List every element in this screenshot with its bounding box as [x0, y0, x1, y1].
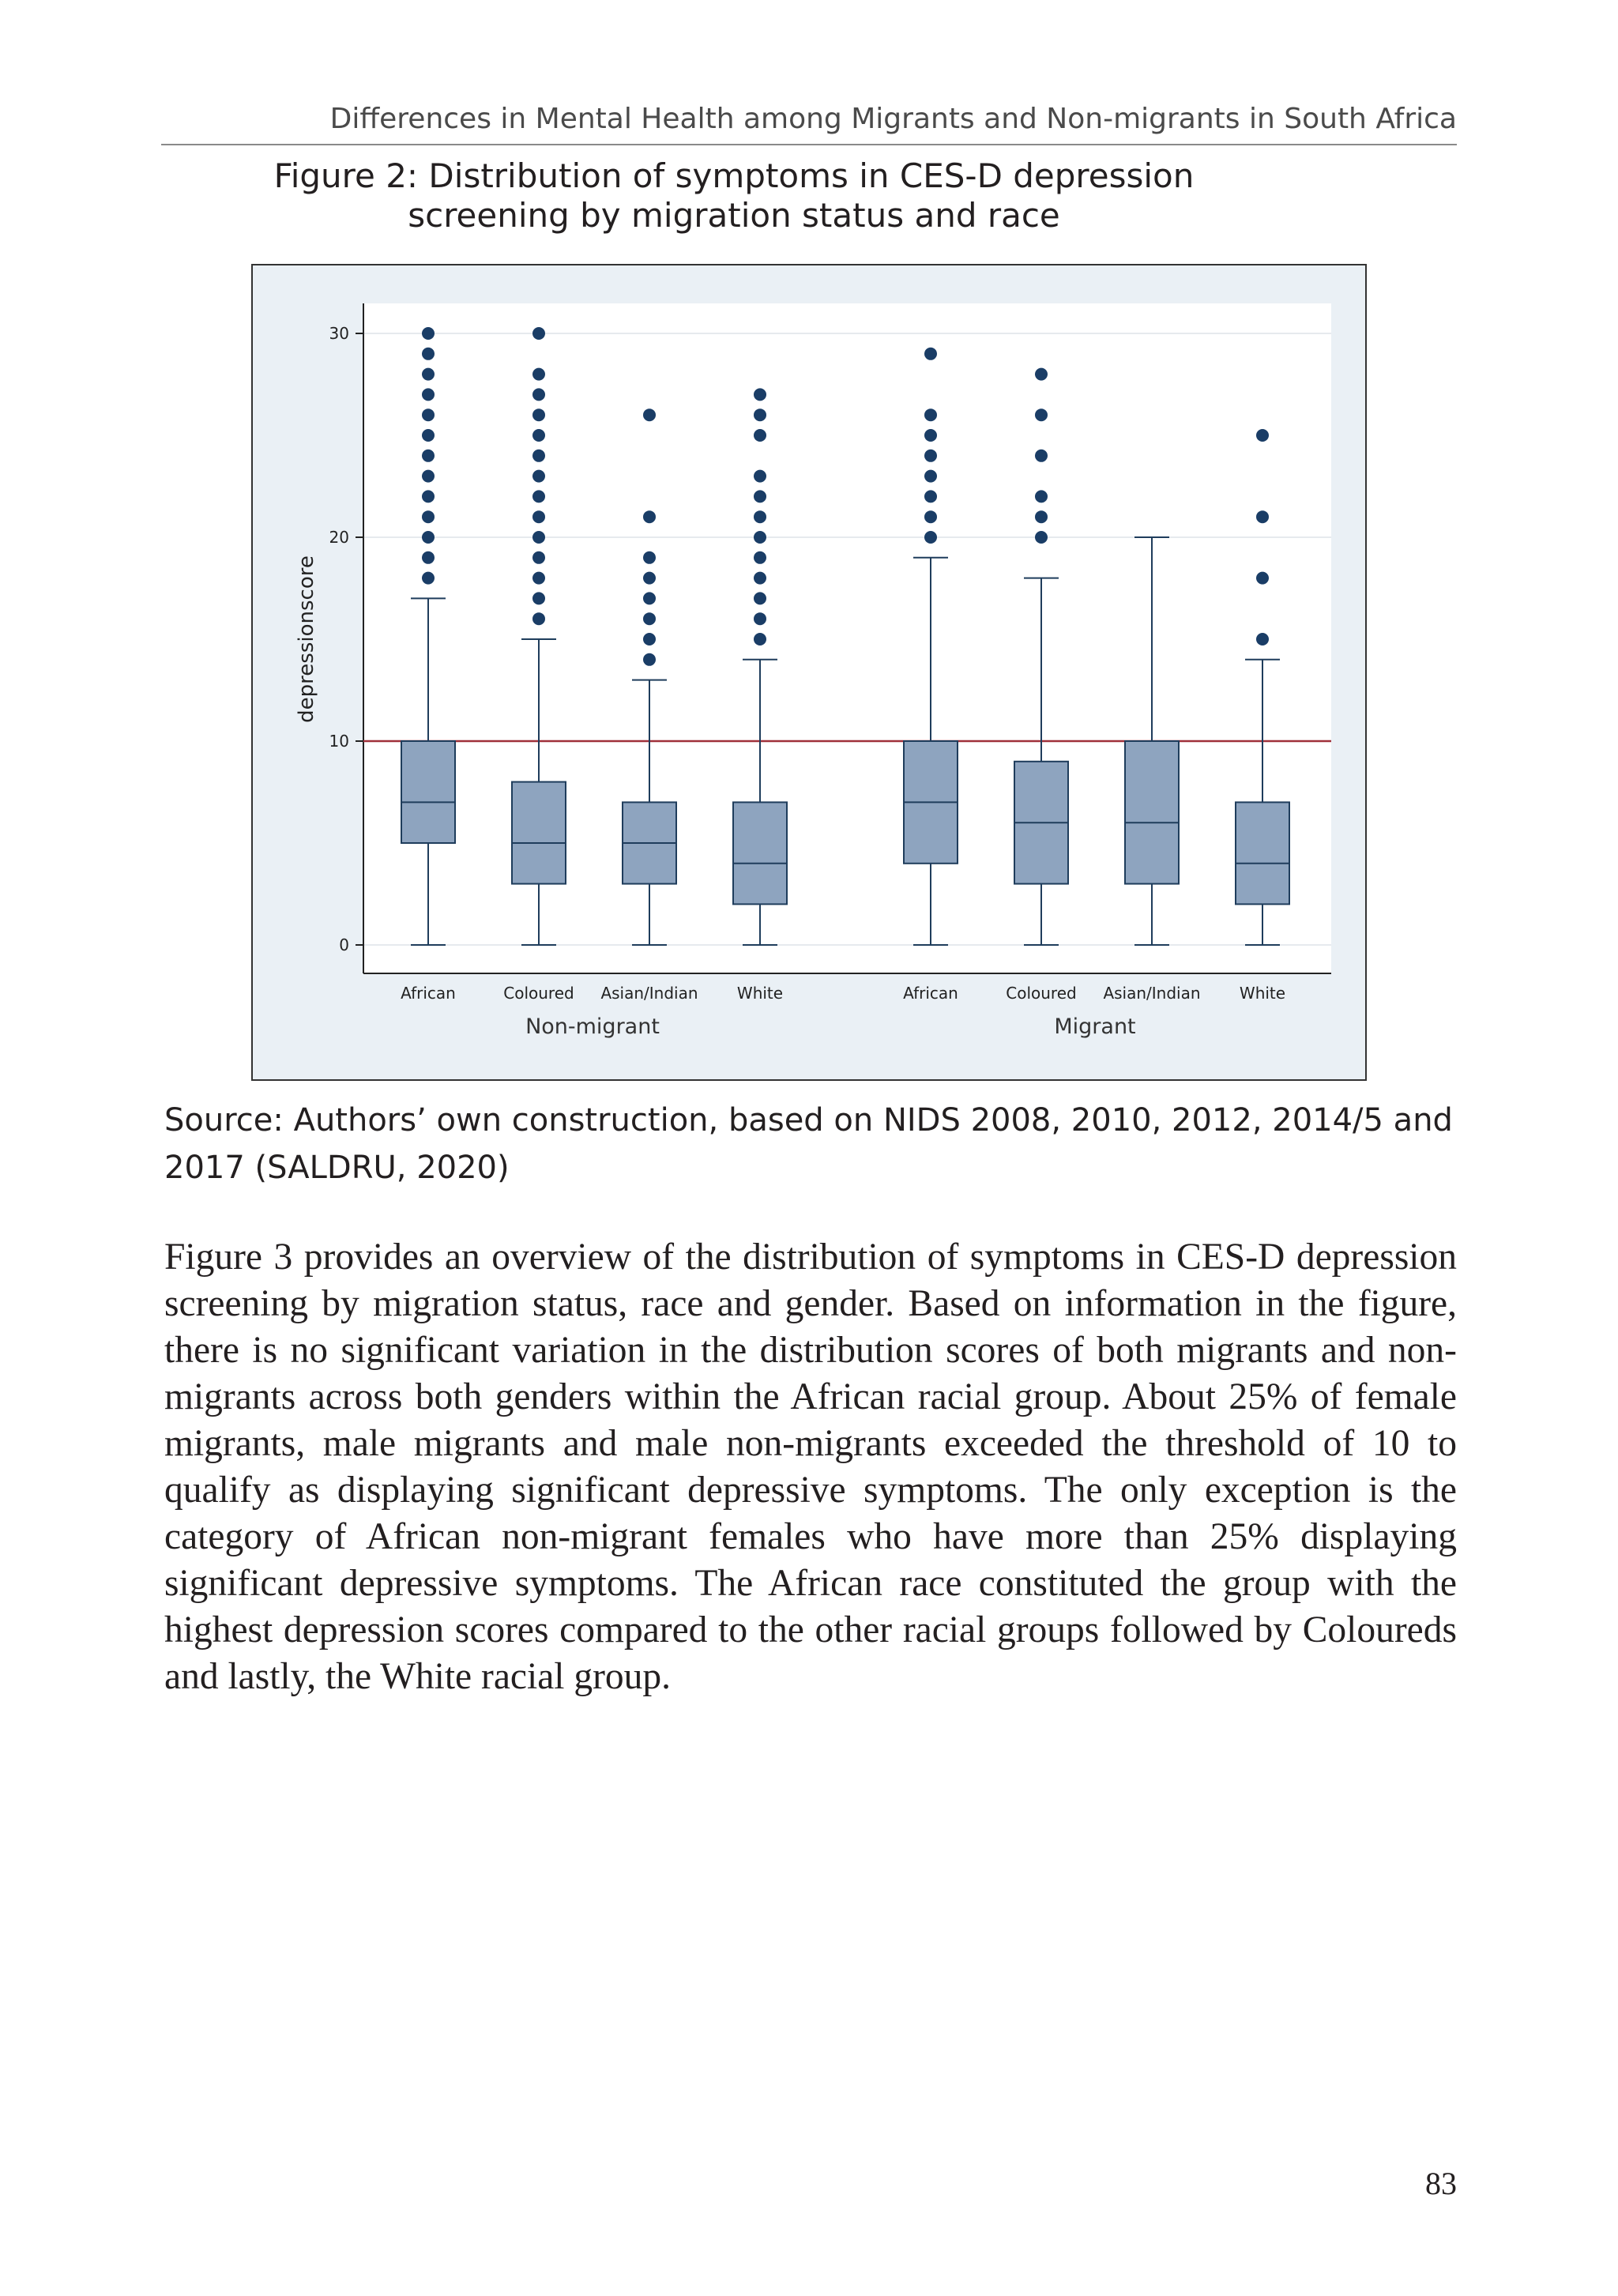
- outlier-point: [422, 408, 435, 421]
- box-plot-chart: [253, 265, 1365, 1079]
- outlier-point: [532, 470, 545, 483]
- outlier-point: [422, 510, 435, 523]
- y-axis-title: depressionscore: [295, 555, 318, 723]
- x-category-label: African: [903, 984, 958, 1003]
- outlier-point: [924, 429, 937, 442]
- outlier-point: [532, 531, 545, 544]
- box: [401, 741, 455, 843]
- outlier-point: [924, 450, 937, 462]
- outlier-point: [422, 470, 435, 483]
- outlier-point: [1256, 510, 1269, 523]
- outlier-point: [1256, 429, 1269, 442]
- figure-source: Source: Authors’ own construction, based on NIDS 2008, 2010, 2012, 2014/5 and 2017 (SALDRU, 2020): [164, 1102, 1453, 1186]
- outlier-point: [532, 490, 545, 502]
- outlier-point: [422, 450, 435, 462]
- outlier-point: [754, 612, 766, 625]
- x-category-label: White: [1239, 984, 1286, 1003]
- box: [512, 782, 566, 884]
- outlier-point: [532, 429, 545, 442]
- box: [1125, 741, 1179, 884]
- body-paragraph: Figure 3 provides an overview of the distribution of symptoms in CES-D depression screening by migration status, race and gender. Based on information in the figure, there is no significant variation in the distribution scores of both migrants and non-migrants across both genders within the African racial group. About 25% of female migrants, male migrants and male non-migrants exceeded the threshold of 10 to qualify as displaying significant depressive symptoms. The only exception is the category of African non-migrant females who have more than 25% displaying significant depressive symptoms. The African race constituted the group with the highest depression scores compared to the other racial groups followed by Coloureds and lastly, the White racial group.: [164, 1236, 1457, 1697]
- outlier-point: [754, 592, 766, 604]
- outlier-point: [532, 612, 545, 625]
- y-tick-label: 10: [329, 732, 349, 751]
- outlier-point: [643, 551, 656, 564]
- y-tick-label: 20: [329, 528, 349, 547]
- x-category-label: White: [736, 984, 784, 1003]
- outlier-point: [643, 510, 656, 523]
- x-category-label: African: [401, 984, 456, 1003]
- outlier-point: [1035, 510, 1048, 523]
- outlier-point: [1035, 531, 1048, 544]
- box: [1236, 802, 1289, 904]
- outlier-point: [422, 368, 435, 381]
- box-plot-figure: [251, 264, 1367, 1081]
- outlier-point: [422, 327, 435, 340]
- outlier-point: [1035, 450, 1048, 462]
- outlier-point: [643, 653, 656, 666]
- outlier-point: [924, 510, 937, 523]
- outlier-point: [532, 510, 545, 523]
- outlier-point: [643, 572, 656, 585]
- outlier-point: [422, 429, 435, 442]
- outlier-point: [422, 388, 435, 401]
- outlier-point: [1035, 490, 1048, 502]
- figure-caption: [161, 156, 1457, 235]
- page-number: 83: [1425, 2166, 1457, 2201]
- outlier-point: [754, 510, 766, 523]
- outlier-point: [422, 348, 435, 360]
- outlier-point: [422, 551, 435, 564]
- outlier-point: [422, 572, 435, 585]
- outlier-point: [924, 490, 937, 502]
- outlier-point: [532, 572, 545, 585]
- group-label: Non-migrant: [525, 1014, 660, 1039]
- x-category-label: Asian/Indian: [600, 984, 698, 1003]
- outlier-point: [1035, 408, 1048, 421]
- outlier-point: [532, 327, 545, 340]
- outlier-point: [754, 388, 766, 401]
- plot-area: [363, 303, 1331, 973]
- outlier-point: [924, 408, 937, 421]
- outlier-point: [422, 490, 435, 502]
- outlier-point: [924, 348, 937, 360]
- outlier-point: [532, 450, 545, 462]
- running-header: Differences in Mental Health among Migrants and Non-migrants in South Africa: [161, 95, 1457, 145]
- outlier-point: [924, 470, 937, 483]
- outlier-point: [754, 490, 766, 502]
- outlier-point: [532, 592, 545, 604]
- outlier-point: [532, 551, 545, 564]
- outlier-point: [1035, 368, 1048, 381]
- box: [733, 802, 787, 904]
- outlier-point: [754, 408, 766, 421]
- outlier-point: [1256, 572, 1269, 585]
- outlier-point: [532, 368, 545, 381]
- outlier-point: [754, 470, 766, 483]
- group-label: Migrant: [1054, 1014, 1136, 1039]
- figure-caption-line-1: Figure 2: Distribution of symptoms in CES-D depression: [273, 156, 1195, 195]
- outlier-point: [1256, 633, 1269, 646]
- outlier-point: [532, 388, 545, 401]
- outlier-point: [643, 633, 656, 646]
- x-category-label: Coloured: [1006, 984, 1077, 1003]
- y-tick-label: 30: [329, 324, 349, 343]
- outlier-point: [924, 531, 937, 544]
- outlier-point: [422, 531, 435, 544]
- x-category-label: Coloured: [503, 984, 574, 1003]
- outlier-point: [754, 572, 766, 585]
- outlier-point: [643, 592, 656, 604]
- outlier-point: [754, 531, 766, 544]
- outlier-point: [643, 408, 656, 421]
- y-tick-label: 0: [339, 935, 349, 954]
- outlier-point: [643, 612, 656, 625]
- outlier-point: [754, 551, 766, 564]
- x-category-label: Asian/Indian: [1103, 984, 1201, 1003]
- outlier-point: [754, 429, 766, 442]
- figure-caption-line-2: screening by migration status and race: [408, 196, 1060, 235]
- outlier-point: [754, 633, 766, 646]
- outlier-point: [532, 408, 545, 421]
